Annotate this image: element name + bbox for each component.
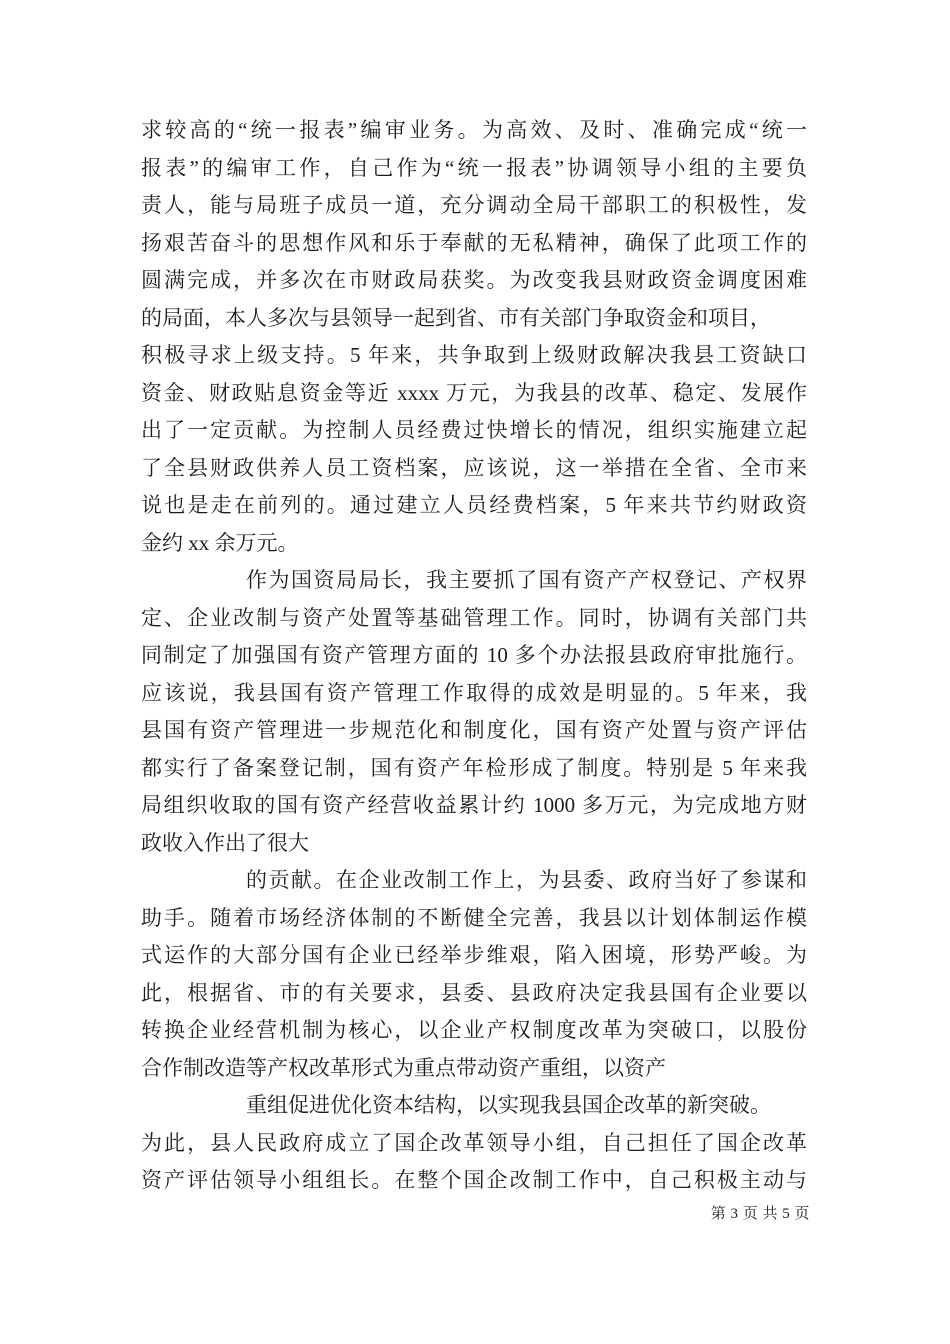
text-line: 求较高的“统一报表”编审业务。为高效、及时、准确完成“统一 [141, 118, 807, 142]
text-line: 资金、财政贴息资金等近 xxxx 万元，为我县的改革、稳定、发展作 [141, 380, 807, 405]
page-number-footer: 第 3 页 共 5 页 [710, 1206, 810, 1222]
text-line: 都实行了备案登记制，国有资产年检形成了制度。特别是 5 年来我 [141, 755, 807, 780]
text-line: 的贡献。在企业改制工作上，为县委、政府当好了参谋和 [246, 868, 807, 892]
text-line: 助手。随着市场经济体制的不断健全完善，我县以计划体制运作模 [141, 905, 807, 930]
text-line: 作为国资局局长，我主要抓了国有资产产权登记、产权界 [246, 568, 807, 592]
text-line: 扬艰苦奋斗的思想作风和乐于奉献的无私精神，确保了此项工作的 [141, 230, 807, 255]
text-line: 了全县财政供养人员工资档案，应该说，这一举措在全省、全市来 [141, 455, 807, 480]
document-text-block [141, 112, 807, 1200]
text-line: 式运作的大部分国有企业已经举步维艰，陷入困境，形势严峻。为 [141, 943, 807, 967]
text-line: 应该说，我县国有资产管理工作取得的成效是明显的。5 年来，我 [141, 680, 807, 705]
text-line: 同制定了加强国有资产管理方面的 10 多个办法报县政府审批施行。 [141, 643, 807, 667]
text-line: 责人，能与局班子成员一道，充分调动全局干部职工的积极性，发 [141, 193, 807, 217]
text-line: 局组织收取的国有资产经营收益累计约 1000 多万元，为完成地方财 [141, 793, 807, 817]
text-line: 政收入作出了很大 [141, 830, 309, 855]
text-line: 合作制改造等产权改革形式为重点带动资产重组，以资产 [141, 1055, 666, 1080]
text-line: 重组促进优化资本结构，以实现我县国企改革的新突破。 [246, 1093, 771, 1117]
text-line: 金约 xx 余万元。 [141, 530, 299, 555]
text-line: 出了一定贡献。为控制人员经费过快增长的情况，组织实施建立起 [141, 418, 807, 442]
text-line: 积极寻求上级支持。5 年来，共争取到上级财政解决我县工资缺口 [141, 343, 807, 367]
text-line: 圆满完成，并多次在市财政局获奖。为改变我县财政资金调度困难 [141, 268, 807, 292]
text-line: 此，根据省、市的有关要求，县委、县政府决定我县国有企业要以 [141, 980, 807, 1005]
text-line: 的局面，本人多次与县领导一起到省、市有关部门争取资金和项目， [141, 305, 771, 330]
text-line: 为此，县人民政府成立了国企改革领导小组，自己担任了国企改革 [141, 1130, 807, 1155]
text-line: 资产评估领导小组组长。在整个国企改制工作中，自己积极主动与 [141, 1168, 807, 1192]
text-line: 转换企业经营机制为核心，以企业产权制度改革为突破口，以股份 [141, 1018, 807, 1042]
text-line: 说也是走在前列的。通过建立人员经费档案，5 年来共节约财政资 [141, 493, 807, 517]
text-line: 定、企业改制与资产处置等基础管理工作。同时，协调有关部门共 [141, 605, 807, 630]
text-line: 报表”的编审工作，自己作为“统一报表”协调领导小组的主要负 [141, 155, 807, 180]
text-line: 县国有资产管理进一步规范化和制度化，国有资产处置与资产评估 [141, 718, 807, 742]
